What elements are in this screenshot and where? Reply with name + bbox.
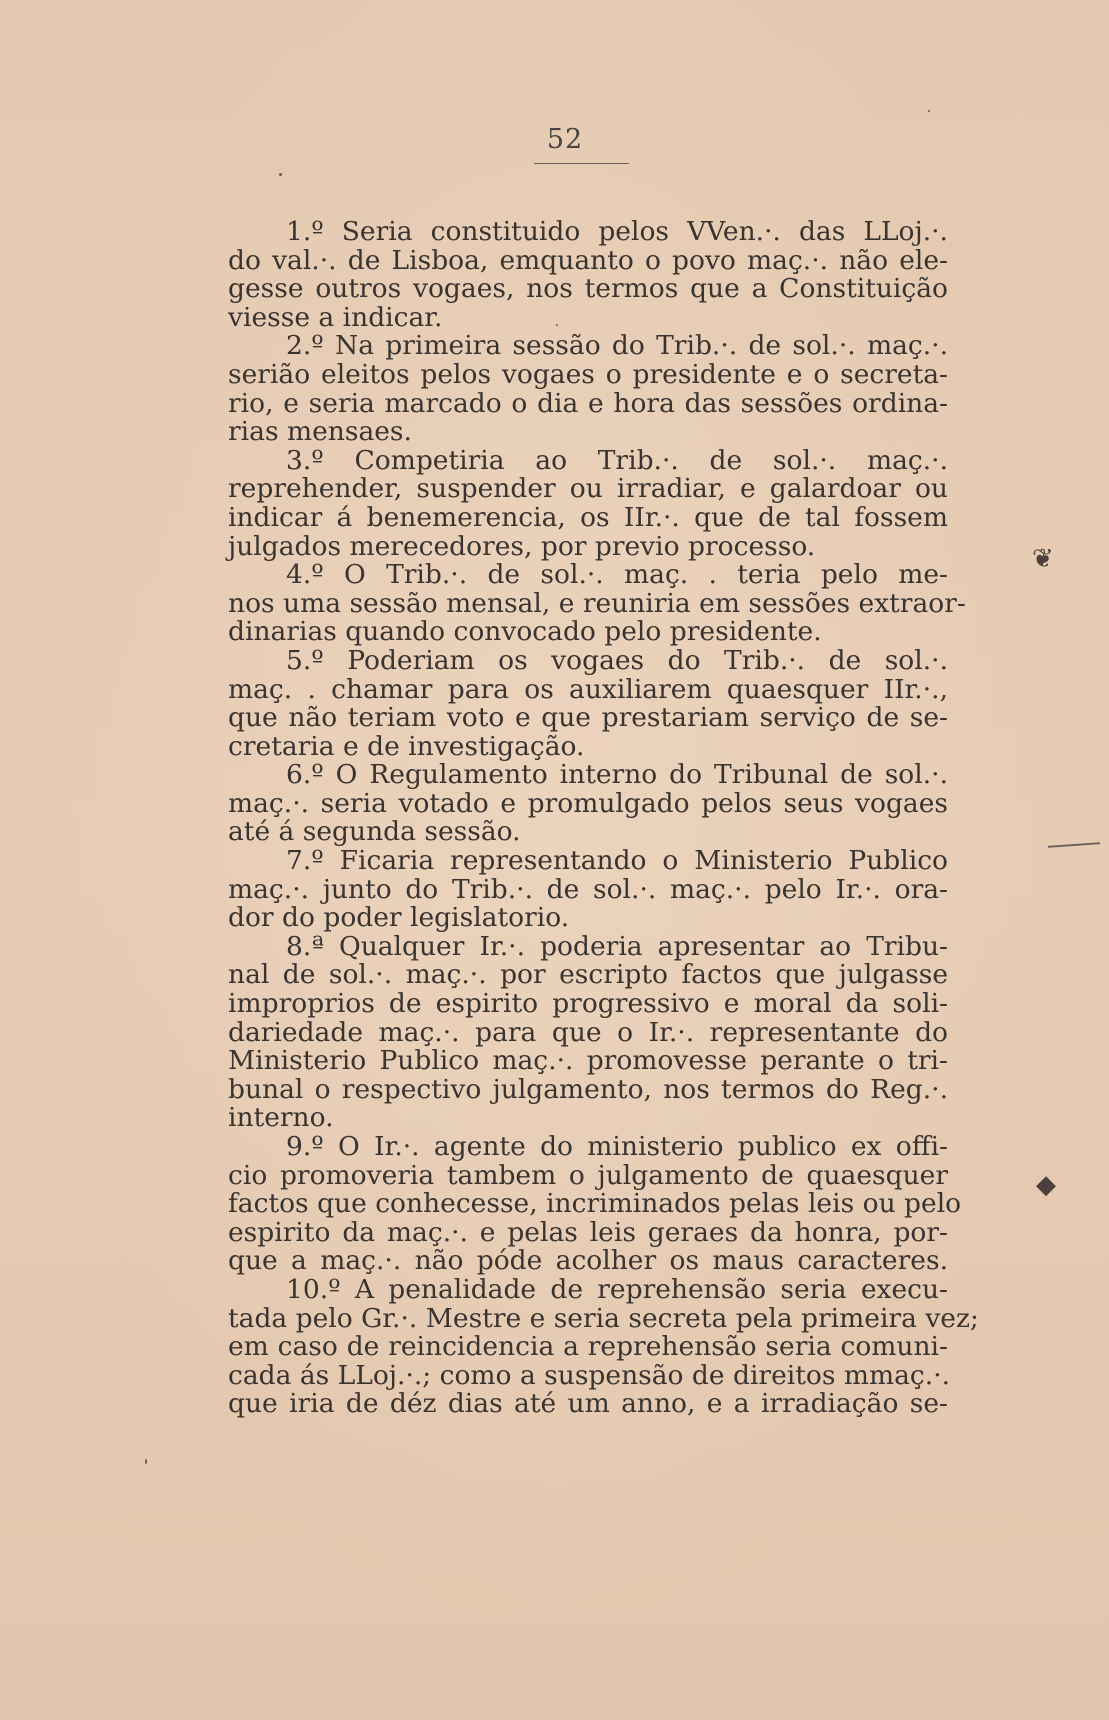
text-line: do val.·. de Lisboa, emquanto o povo maç.·. não ele-: [228, 244, 948, 276]
text-line: 8.ª Qualquer Ir.·. poderia apresentar ao Tribu-: [286, 930, 948, 962]
margin-diamond-icon: ◆: [1036, 1170, 1056, 1200]
text-line: que não teriam voto e que prestariam serviço de se-: [228, 702, 948, 734]
text-line: maç.·. junto do Trib.·. de sol.·. maç.·. pelo Ir.·. ora-: [228, 873, 948, 905]
text-line: gesse outros vogaes, nos termos que a Constituição: [228, 273, 948, 305]
text-line: interno.: [228, 1102, 334, 1134]
text-line: dinarias quando convocado pelo presidente.: [228, 616, 822, 648]
body-text: [228, 216, 979, 1420]
text-line: serião eleitos pelos vogaes o presidente e o secreta-: [228, 358, 948, 390]
text-line: maç.·. seria votado e promulgado pelos seus vogaes: [228, 787, 948, 819]
margin-ornament-icon: ❦: [1032, 544, 1054, 574]
text-line: maç. . chamar para os auxiliarem quaesquer IIr.·.,: [228, 673, 948, 705]
text-line: bunal o respectivo julgamento, nos termos do Reg.·.: [228, 1073, 948, 1105]
text-line: cretaria e de investigação.: [228, 730, 585, 762]
text-line: improprios de espirito progressivo e moral da soli-: [228, 988, 948, 1020]
text-line: cada ás LLoj.·.; como a suspensão de direitos mmaç.·.: [228, 1359, 951, 1391]
page-number: 52: [546, 124, 584, 155]
text-line: reprehender, suspender ou irradiar, e galardoar ou: [228, 473, 948, 505]
text-line: rio, e seria marcado o dia e hora das sessões ordina-: [228, 387, 948, 419]
paper-speck: [279, 173, 282, 176]
text-line: cio promoveria tambem o julgamento de quaesquer: [228, 1159, 948, 1191]
text-line: julgados merecedores, por previo processo.: [228, 530, 816, 562]
text-line: indicar á benemerencia, os IIr.·. que de tal fossem: [228, 501, 948, 533]
paper-speck: [145, 1459, 147, 1464]
page-number-rule: [534, 163, 629, 164]
text-line: que iria de déz dias até um anno, e a irradiação se-: [228, 1388, 948, 1420]
text-line: dariedade maç.·. para que o Ir.·. representante do: [228, 1016, 948, 1048]
text-line: factos que conhecesse, incriminados pelas leis ou pelo: [228, 1188, 962, 1220]
text-line: Ministerio Publico maç.·. promovesse perante o tri-: [228, 1045, 948, 1077]
text-line: rias mensaes.: [228, 416, 412, 448]
text-line: 1.º Seria constituido pelos VVen.·. das LLoj.·.: [286, 216, 948, 247]
text-line: 9.º O Ir.·. agente do ministerio publico ex offi-: [286, 1131, 948, 1162]
text-line: até á segunda sessão.: [228, 816, 521, 848]
text-line: 3.º Competiria ao Trib.·. de sol.·. maç.·.: [286, 444, 948, 476]
text-line: tada pelo Gr.·. Mestre e seria secreta pela primeira vez;: [228, 1302, 979, 1334]
text-line: em caso de reincidencia a reprehensão seria comuni-: [228, 1331, 948, 1363]
text-line: 2.º Na primeira sessão do Trib.·. de sol.·. maç.·.: [286, 330, 948, 362]
text-line: 7.º Ficaria representando o Ministerio Publico: [286, 845, 948, 877]
text-line: 10.º A penalidade de reprehensão seria execu-: [286, 1273, 948, 1305]
text-line: nal de sol.·. maç.·. por escripto factos que julgasse: [228, 959, 948, 991]
margin-dash-mark: [1048, 842, 1100, 848]
text-line: nos uma sessão mensal, e reuniria em sessões extraor-: [228, 587, 966, 619]
text-line: espirito da maç.·. e pelas leis geraes da honra, por-: [228, 1216, 948, 1248]
text-line: dor do poder legislatorio.: [228, 902, 570, 934]
paper-speck: [556, 324, 558, 326]
text-line: viesse a indicar.: [228, 301, 443, 333]
text-line: 4.º O Trib.·. de sol.·. maç. . teria pelo me-: [286, 559, 948, 591]
text-line: 6.º O Regulamento interno do Tribunal de sol.·.: [286, 759, 948, 791]
paper-speck: [928, 110, 930, 112]
text-line: que a maç.·. não póde acolher os maus caracteres.: [228, 1245, 948, 1277]
text-line: 5.º Poderiam os vogaes do Trib.·. de sol.·.: [286, 644, 948, 676]
